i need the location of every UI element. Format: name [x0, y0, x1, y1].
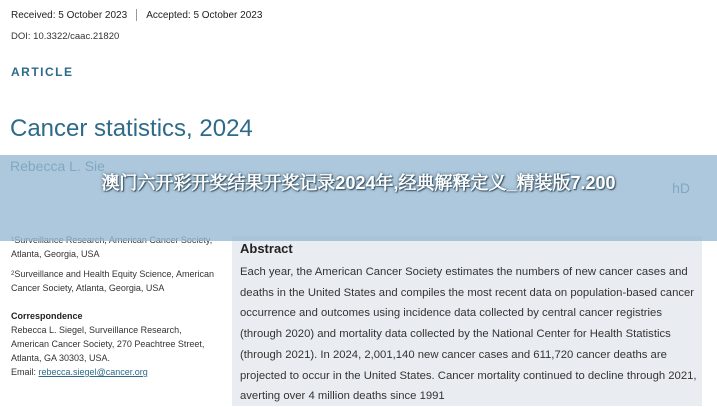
affiliation-text: Atlanta, Georgia, USA: [11, 249, 100, 259]
banner-headline[interactable]: 澳门六开彩开奖结果开奖记录2024年,经典解释定义_精装版7.200: [101, 173, 616, 193]
headline-banner: [0, 155, 717, 241]
accepted-date: Accepted: 5 October 2023: [146, 9, 263, 21]
dates-row: [11, 9, 262, 21]
affiliations-column: [11, 233, 216, 379]
received-date: Received: 5 October 2023: [11, 9, 128, 21]
doi-link[interactable]: DOI: 10.3322/caac.21820: [11, 31, 120, 42]
article-type-label: ARTICLE: [11, 65, 74, 79]
correspondence-email-row: [11, 365, 216, 379]
correspondence-text: Rebecca L. Siegel, Surveillance Research, American Cancer Society, 270 Peachtree Street, Atlanta, GA 30303, USA.: [11, 325, 205, 363]
affiliation-number: 2: [11, 271, 15, 277]
email-label: Email:: [11, 367, 37, 377]
email-link[interactable]: rebecca.siegel@cancer.org: [38, 367, 148, 377]
abstract-box: [232, 236, 702, 406]
page-title: Cancer statistics, 2024: [10, 115, 253, 142]
abstract-heading: Abstract: [240, 241, 293, 256]
abstract-body: Each year, the American Cancer Society estimates the numbers of new cancer cases and deaths in the United States and compiles the most recent data on population-based cancer occurrence and outcomes using incidence data collected by central cancer registries (through 2020) and mortality data collected by the National Center for Health Statistics (through 2021). In 2024, 2,001,140 new cancer cases and 611,720 cancer deaths are projected to occur in the United States. Cancer mortality continued to decline through 2021, averting over 4 million deaths since 1991: [240, 266, 697, 403]
affiliation-text: Surveillance and Health Equity Science, American Cancer Society, Atlanta, Georgia, USA: [11, 269, 214, 293]
correspondence-heading: Correspondence: [11, 311, 83, 321]
affiliation-2: [11, 267, 216, 295]
date-divider: [136, 9, 137, 21]
